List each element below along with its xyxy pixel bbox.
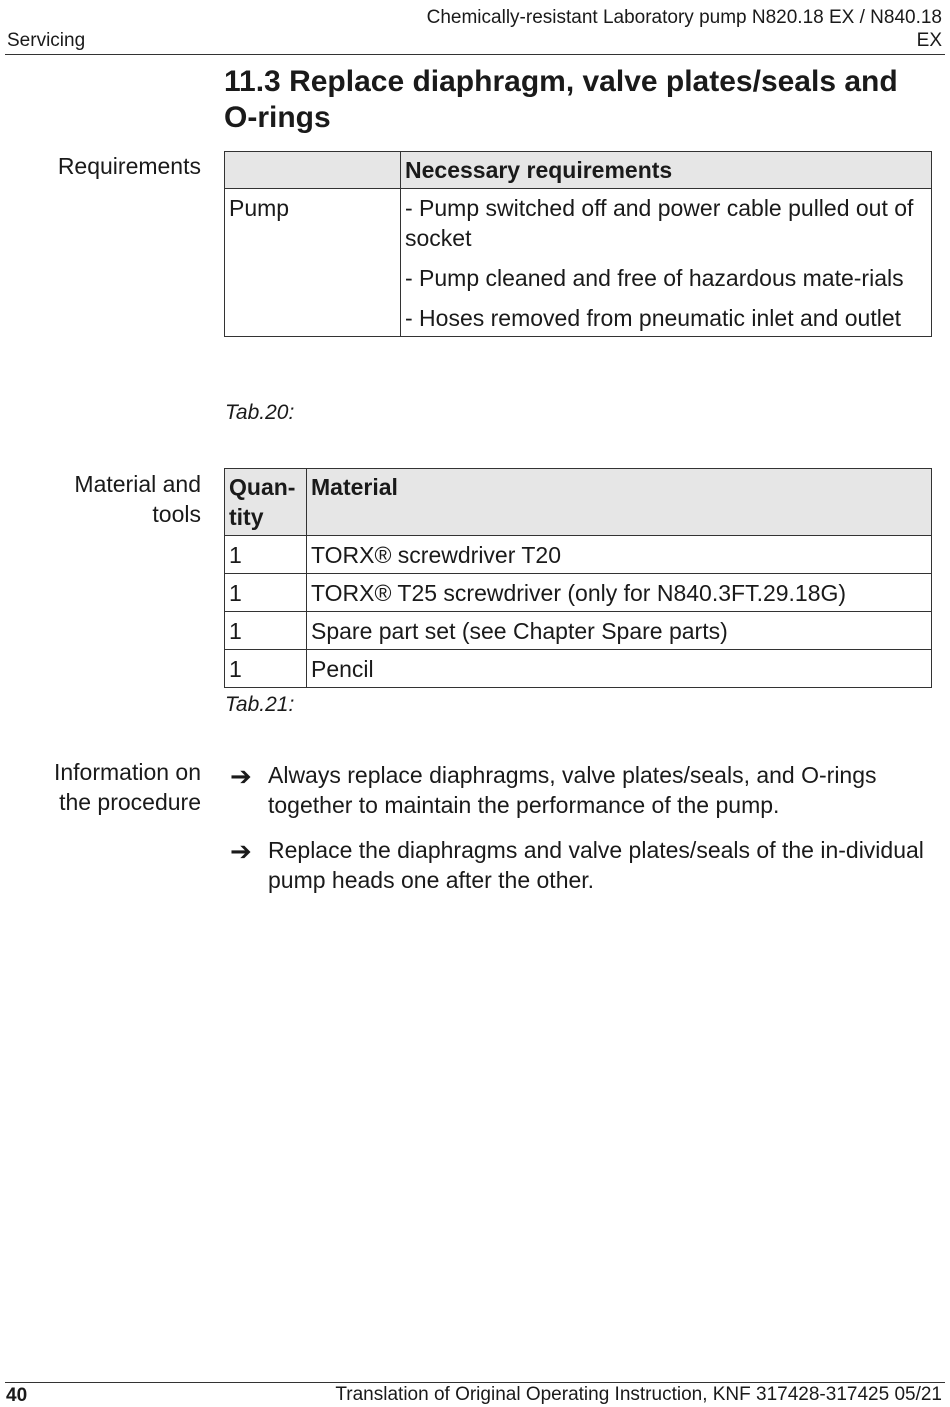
materials-side-label-line1: Material and (74, 471, 201, 497)
table-row (225, 612, 932, 650)
footer-document-info: Translation of Original Operating Instruction, KNF 317428-317425 05/21 (335, 1384, 942, 1405)
header-divider (5, 54, 945, 55)
procedure-side-label (0, 757, 201, 817)
requirements-header-row (225, 152, 932, 189)
materials-header-quantity (225, 469, 307, 536)
procedure-text: Replace the diaphragms and valve plates/seals of the in-dividual pump heads one after the other. (268, 837, 924, 893)
header-product-line2: EX (916, 30, 942, 51)
materials-header-quantity-line2: tity (229, 504, 264, 530)
material-quantity: 1 (225, 650, 307, 688)
requirements-table (224, 151, 932, 337)
section-title-line2: O-rings (224, 101, 331, 134)
material-name: Pencil (307, 650, 932, 688)
requirements-table-caption: Tab.20: (225, 401, 295, 424)
material-quantity: 1 (225, 612, 307, 650)
materials-table-caption: Tab.21: (225, 693, 295, 716)
materials-header-material: Material (307, 469, 932, 536)
requirements-items-cell (401, 189, 932, 337)
header-section-name: Servicing (7, 30, 86, 51)
header-product-title (342, 6, 942, 52)
requirement-item: - Hoses removed from pneumatic inlet and outlet (405, 305, 902, 331)
list-item (230, 835, 930, 895)
table-row (225, 574, 932, 612)
section-title-line1: 11.3 Replace diaphragm, valve plates/seals and (224, 65, 898, 98)
material-name: Spare part set (see Chapter Spare parts) (307, 612, 932, 650)
materials-side-label-line2: tools (152, 501, 201, 527)
table-row (225, 189, 932, 337)
page-number: 40 (6, 1385, 28, 1406)
list-item (230, 760, 930, 820)
procedure-side-label-line2: the procedure (59, 789, 201, 815)
table-row (225, 650, 932, 688)
materials-header-row (225, 469, 932, 536)
right-arrow-icon: ➔ (230, 836, 252, 866)
procedure-text: Always replace diaphragms, valve plates/seals, and O-rings together to maintain the performance of the pump. (268, 762, 877, 818)
materials-header-quantity-line1: Quan- (229, 474, 296, 500)
material-quantity: 1 (225, 574, 307, 612)
material-name: TORX® T25 screwdriver (only for N840.3FT.29.18G) (307, 574, 932, 612)
material-quantity: 1 (225, 536, 307, 574)
requirements-header-necessary: Necessary requirements (401, 152, 932, 189)
requirement-item: - Pump cleaned and free of hazardous mate-rials (405, 265, 904, 291)
material-name: TORX® screwdriver T20 (307, 536, 932, 574)
materials-side-label (0, 469, 201, 529)
requirements-header-blank (225, 152, 401, 189)
requirements-side-label: Requirements (57, 153, 201, 179)
procedure-list (230, 760, 930, 910)
requirement-item: - Pump switched off and power cable pulled out of socket (405, 195, 914, 251)
requirements-row-label: Pump (225, 189, 401, 337)
table-row (225, 536, 932, 574)
right-arrow-icon: ➔ (230, 761, 252, 791)
footer-divider (5, 1382, 945, 1383)
header-product-line1: Chemically-resistant Laboratory pump N820.18 EX / N840.18 (426, 7, 942, 28)
section-title (224, 64, 934, 136)
procedure-side-label-line1: Information on (53, 759, 201, 785)
materials-table (224, 468, 932, 688)
